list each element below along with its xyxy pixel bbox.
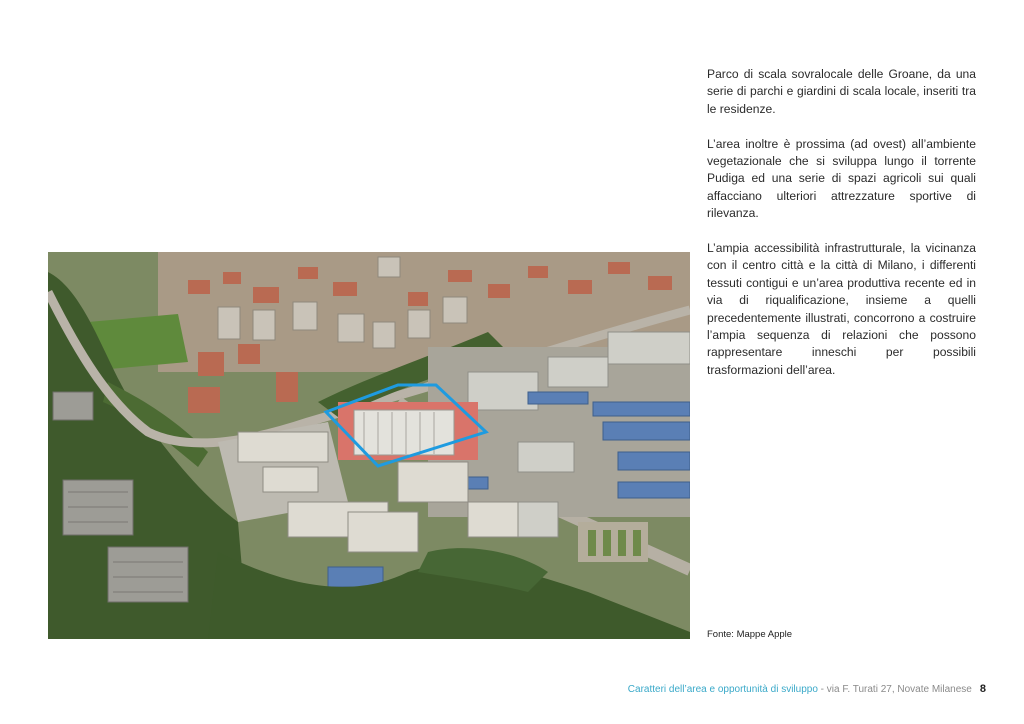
paragraph-accessibility: L’ampia accessibilità infrastrutturale, la vicinanza con il centro città e la città di Milano, i differenti tessuti contigui e un’area produttiva recente ed in via di riqualificazione, insieme a quelli precedentemente illustrati, concorrono a costruire l’ampia sequenza di relazioni che possono rappresentare inneschi per possibili trasformazioni dell’area. [707, 241, 976, 377]
body-text-column [707, 66, 976, 397]
aerial-photo [48, 252, 690, 639]
paragraph-pudiga-stream: L’area inoltre è prossima (ad ovest) all’ambiente vegetazionale che si sviluppa lungo il torrente Pudiga ed una serie di spazi agricoli sui quali affacciano ulteriori attrezzature sportive di rilevanza. [707, 136, 976, 221]
page-footer [628, 683, 986, 695]
figure-source-caption: Fonte: Mappe Apple [707, 629, 793, 640]
paragraph-groane-park: Parco di scala sovralocale delle Groane, da una serie di parchi e giardini di scala locale, inseriti tra le residenze. [707, 67, 976, 116]
page-number: 8 [979, 683, 986, 695]
footer-location: via F. Turati 27, Novate Milanese [826, 684, 972, 695]
footer-separator: - [817, 684, 827, 695]
footer-topic: Caratteri dell’area e opportunità di sviluppo [627, 684, 818, 695]
